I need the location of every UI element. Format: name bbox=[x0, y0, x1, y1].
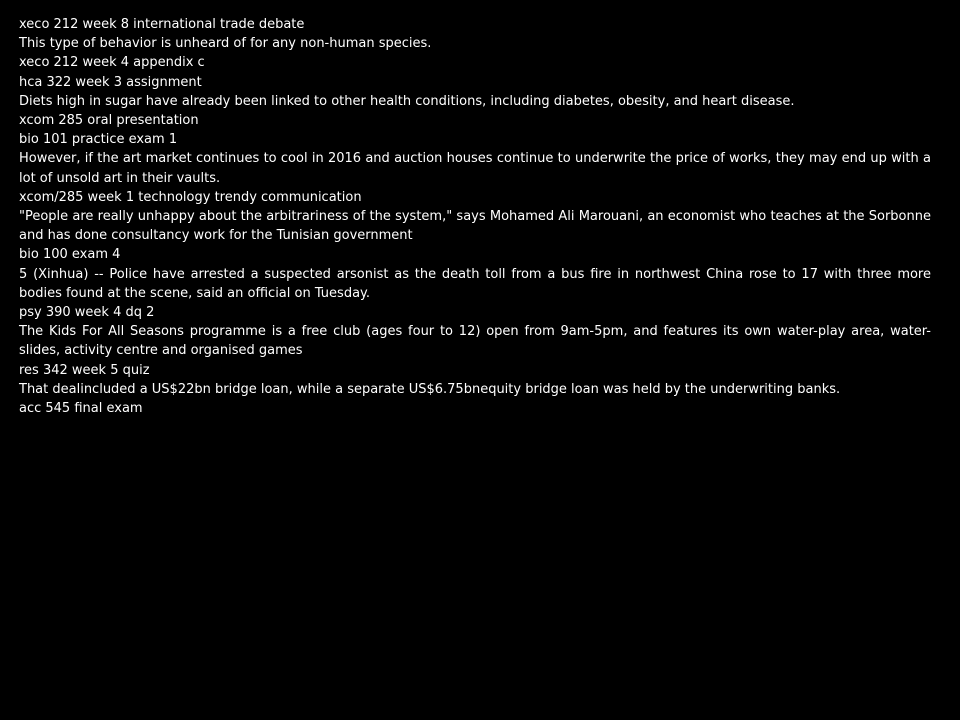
text-line-2: This type of behavior is unheard of for any non-human species. bbox=[19, 36, 432, 52]
text-line-8: However, if the art market continues to cool in 2016 and auction houses continue to underwrite the price of works, they may end up with a lot of unsold art in their vaults. bbox=[19, 151, 931, 186]
text-line-10: "People are really unhappy about the arbitrariness of the system," says Mohamed Ali Marouani, an economist who teaches at the Sorbonne and has done consultancy work for the Tunisian government bbox=[19, 209, 931, 244]
text-line-4: hca 322 week 3 assignment bbox=[19, 74, 202, 90]
text-line-1: xeco 212 week 8 international trade debate bbox=[19, 17, 305, 32]
text-line-16: That dealincluded a US$22bn bridge loan, while a separate US$6.75bnequity bridge loan was held by the underwriting banks. bbox=[19, 381, 841, 397]
text-line-5: Diets high in sugar have already been linked to other health conditions, including diabetes, obesity, and heart disease. bbox=[19, 93, 795, 109]
text-line-17: acc 545 final exam bbox=[19, 401, 143, 417]
text-line-14: The Kids For All Seasons programme is a free club (ages four to 12) open from 9am-5pm, and features its own water-play area, water-slides, activity centre and organised games bbox=[19, 324, 931, 359]
text-line-6: xcom 285 oral presentation bbox=[19, 113, 199, 129]
document-text-block bbox=[19, 15, 931, 418]
text-line-3: xeco 212 week 4 appendix c bbox=[19, 55, 205, 71]
text-line-15: res 342 week 5 quiz bbox=[19, 362, 150, 378]
text-line-11: bio 100 exam 4 bbox=[19, 247, 121, 263]
text-line-9: xcom/285 week 1 technology trendy communication bbox=[19, 189, 362, 205]
text-line-7: bio 101 practice exam 1 bbox=[19, 132, 178, 148]
text-line-12: 5 (Xinhua) -- Police have arrested a suspected arsonist as the death toll from a bus fire in northwest China rose to 17 with three more bodies found at the scene, said an official on Tuesday. bbox=[19, 266, 931, 301]
text-line-13: psy 390 week 4 dq 2 bbox=[19, 305, 155, 321]
